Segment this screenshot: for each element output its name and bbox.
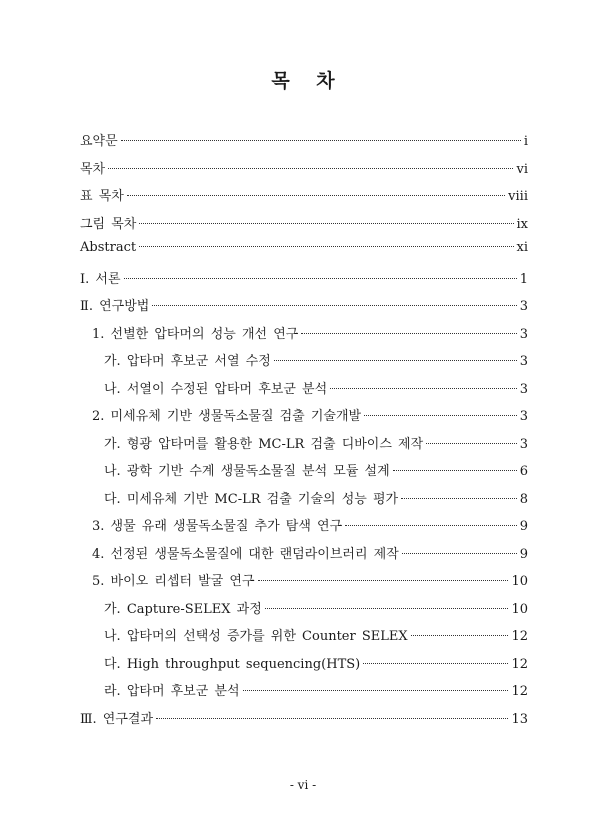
toc-entry[interactable] <box>80 268 528 296</box>
toc-entry-label: 라. 압타머 후보군 분석 <box>104 684 240 699</box>
dot-leader <box>108 168 513 169</box>
dot-leader <box>139 246 513 247</box>
toc-entry-label: 2. 미세유체 기반 생물독소물질 검출 기술개발 <box>92 409 362 424</box>
dot-leader <box>121 140 521 141</box>
toc-entry[interactable] <box>80 378 528 406</box>
toc-entry-label: 그림 목차 <box>80 216 137 232</box>
toc-entry-label: Abstract <box>80 240 137 255</box>
toc-entry-page-number: 9 <box>519 546 528 562</box>
toc-entry[interactable] <box>80 240 528 268</box>
dot-leader <box>274 360 517 361</box>
toc-entry-page-number: 6 <box>519 464 528 479</box>
toc-entry-label: 가. Capture-SELEX 과정 <box>104 601 262 617</box>
toc-entry[interactable] <box>80 680 528 708</box>
toc-entry-label: 나. 압타머의 선택성 증가를 위한 Counter SELEX <box>104 629 408 644</box>
toc-entry-label: 다. 미세유체 기반 MC-LR 검출 기술의 성능 평가 <box>104 491 399 507</box>
toc-entry[interactable] <box>80 185 528 213</box>
toc-entry-label: 가. 형광 압타머를 활용한 MC-LR 검출 디바이스 제작 <box>104 436 424 452</box>
dot-leader <box>401 498 517 499</box>
dot-leader <box>152 305 516 306</box>
toc-entry-label: 목차 <box>80 161 106 177</box>
dot-leader <box>393 470 517 471</box>
page-number-footer: - vi - <box>289 778 317 792</box>
toc-entry-page-number: xi <box>516 240 528 255</box>
toc-entry[interactable] <box>80 130 528 158</box>
toc-entry-page-number: 1 <box>519 271 528 287</box>
toc-entry-page-number: 3 <box>519 354 528 369</box>
toc-entry-label: 1. 선별한 압타머의 성능 개선 연구 <box>92 326 299 342</box>
toc-entry[interactable] <box>80 598 528 626</box>
toc-entry-page-number: 10 <box>511 574 528 589</box>
toc-entry-page-number: viii <box>508 189 528 204</box>
toc-entry-page-number: 12 <box>511 629 528 644</box>
toc-entry[interactable] <box>80 323 528 351</box>
toc-entry-page-number: 12 <box>511 656 528 672</box>
toc-entry-label: I. 서론 <box>80 271 121 287</box>
toc-entry[interactable] <box>80 543 528 571</box>
toc-entry-label: 요약문 <box>80 134 118 149</box>
dot-leader <box>426 443 517 444</box>
dot-leader <box>265 608 509 609</box>
table-of-contents <box>80 130 528 735</box>
toc-entry-page-number: 3 <box>519 409 528 424</box>
toc-entry-label: Ⅲ. 연구결과 <box>80 711 154 727</box>
toc-entry-page-number: 13 <box>511 711 528 727</box>
toc-entry-page-number: i <box>523 134 528 149</box>
dot-leader <box>243 690 509 691</box>
toc-entry[interactable] <box>80 625 528 653</box>
toc-entry-label: 다. High throughput sequencing(HTS) <box>104 656 361 672</box>
toc-entry[interactable] <box>80 213 528 241</box>
dot-leader <box>156 718 508 719</box>
toc-entry-page-number: 3 <box>519 381 528 397</box>
toc-entry[interactable] <box>80 350 528 378</box>
toc-entry-page-number: 3 <box>519 436 528 452</box>
dot-leader <box>345 525 517 526</box>
dot-leader <box>411 635 509 636</box>
toc-entry-page-number: 3 <box>519 299 528 314</box>
dot-leader <box>402 553 517 554</box>
toc-entry-label: 가. 압타머 후보군 서열 수정 <box>104 354 271 369</box>
toc-entry-label: 4. 선정된 생물독소물질에 대한 랜덤라이브러리 제작 <box>92 546 399 562</box>
page-title: 목 차 <box>271 70 345 92</box>
toc-entry[interactable] <box>80 515 528 543</box>
dot-leader <box>139 223 513 224</box>
toc-entry[interactable] <box>80 488 528 516</box>
dot-leader <box>127 195 505 196</box>
toc-entry-page-number: 12 <box>511 684 528 699</box>
toc-entry-page-number: 10 <box>511 601 528 617</box>
toc-entry-page-number: 9 <box>519 519 528 534</box>
toc-entry[interactable] <box>80 433 528 461</box>
toc-entry[interactable] <box>80 460 528 488</box>
dot-leader <box>124 278 517 279</box>
toc-entry-label: 나. 서열이 수정된 압타머 후보군 분석 <box>104 381 328 397</box>
dot-leader <box>363 663 508 664</box>
toc-entry[interactable] <box>80 158 528 186</box>
toc-entry[interactable] <box>80 653 528 681</box>
dot-leader <box>364 415 517 416</box>
dot-leader <box>330 388 517 389</box>
toc-entry-label: 3. 생물 유래 생물독소물질 추가 탐색 연구 <box>92 519 343 534</box>
toc-entry-page-number: 3 <box>519 326 528 342</box>
dot-leader <box>258 580 509 581</box>
dot-leader <box>301 333 516 334</box>
toc-entry[interactable] <box>80 570 528 598</box>
toc-entry[interactable] <box>80 708 528 736</box>
toc-entry[interactable] <box>80 295 528 323</box>
toc-entry-page-number: ix <box>516 216 528 232</box>
toc-entry[interactable] <box>80 405 528 433</box>
toc-entry-label: Ⅱ. 연구방법 <box>80 299 150 314</box>
toc-entry-page-number: 8 <box>519 491 528 507</box>
toc-entry-label: 나. 광학 기반 수계 생물독소물질 분석 모듈 설계 <box>104 464 390 479</box>
toc-entry-page-number: vi <box>516 161 528 177</box>
toc-entry-label: 표 목차 <box>80 189 124 204</box>
toc-entry-label: 5. 바이오 리셉터 발굴 연구 <box>92 574 255 589</box>
